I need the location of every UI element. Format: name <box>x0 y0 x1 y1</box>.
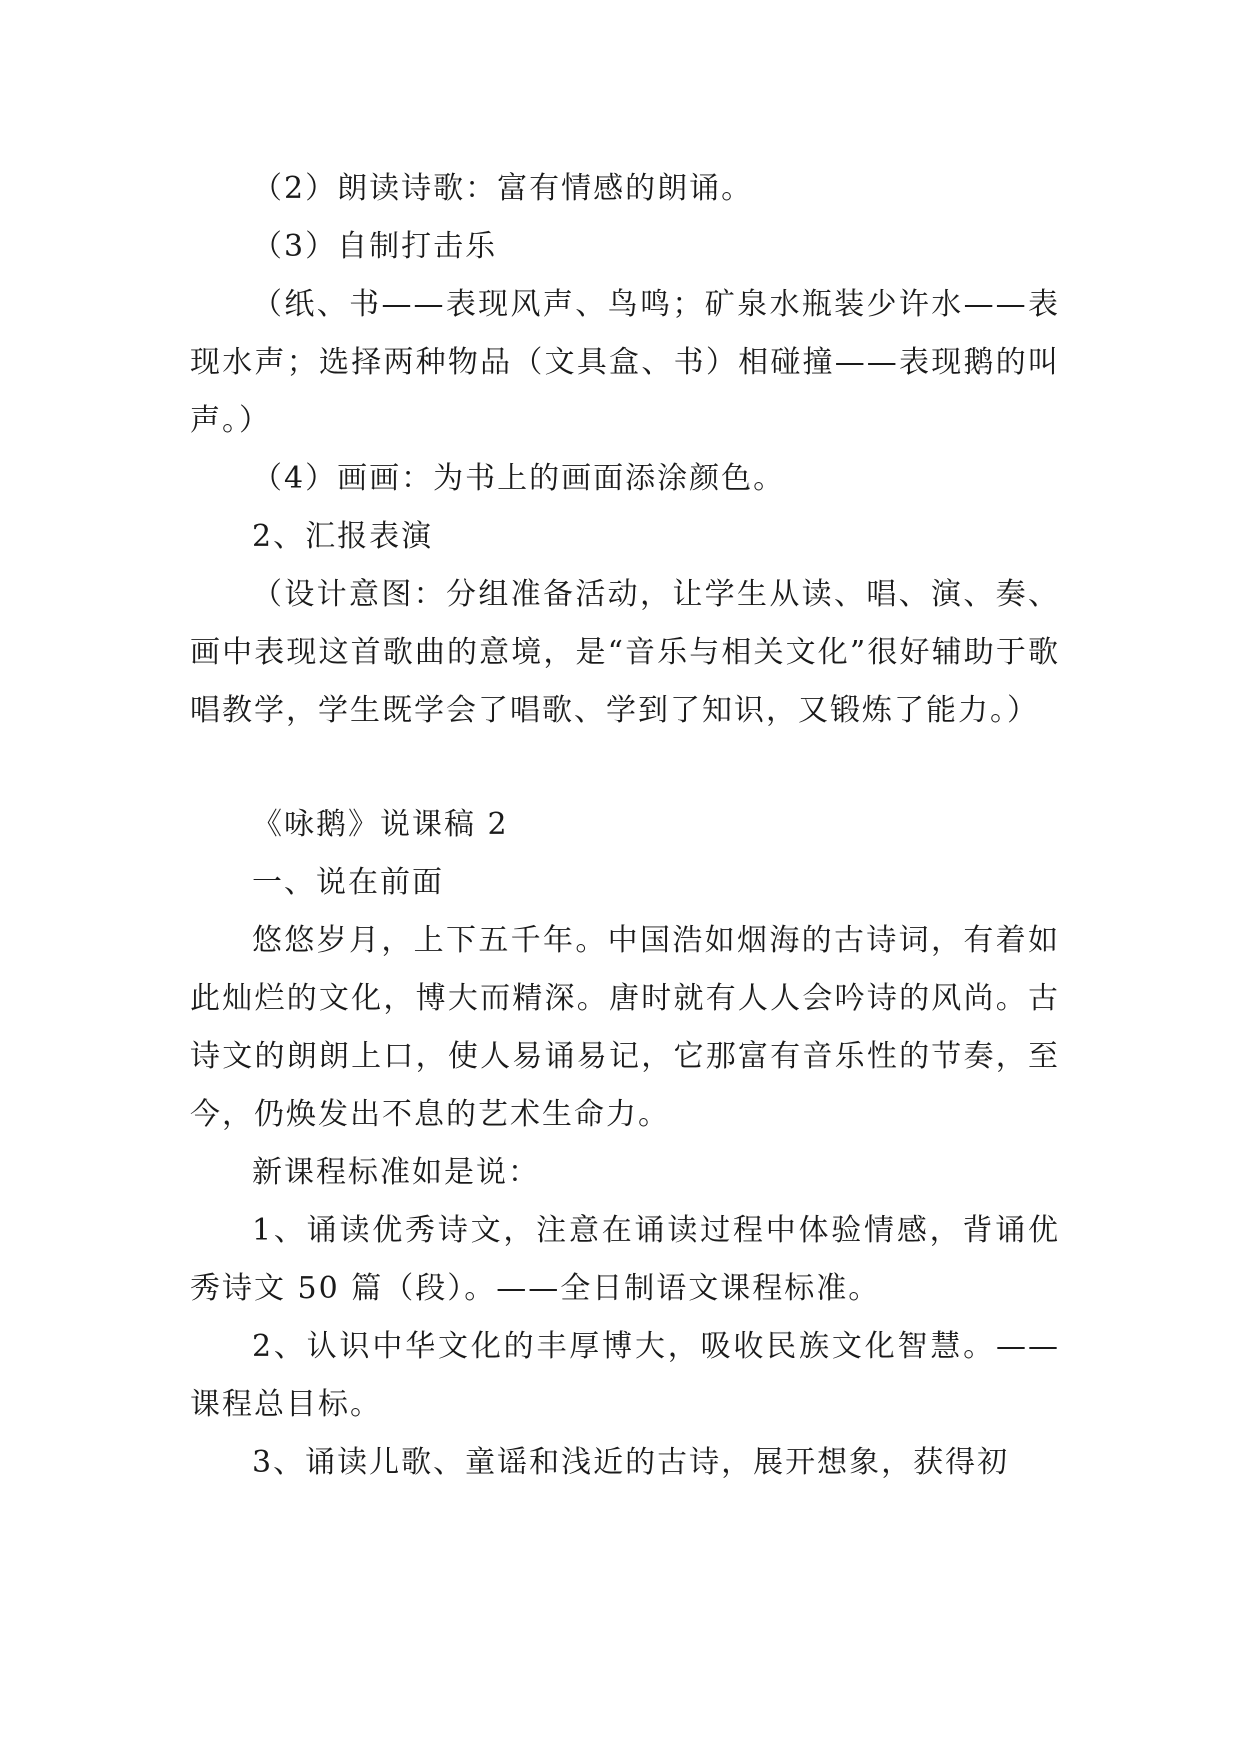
document-body <box>190 160 1060 1492</box>
section-spacer <box>190 740 1060 796</box>
paragraph-design-intent: （设计意图：分组准备活动，让学生从读、唱、演、奏、画中表现这首歌曲的意境，是“音乐与相关文化”很好辅助于歌唱教学，学生既学会了唱歌、学到了知识，又锻炼了能力。） <box>190 577 1060 728</box>
paragraph-recite-poem: （2）朗读诗歌：富有情感的朗诵。 <box>252 171 754 206</box>
heading-introduction: 一、说在前面 <box>252 865 444 900</box>
paragraph-standard-intro: 新课程标准如是说： <box>252 1155 540 1190</box>
paragraph-introduction: 悠悠岁月，上下五千年。中国浩如烟海的古诗词，有着如此灿烂的文化，博大而精深。唐时就有人人会吟诗的风尚。古诗文的朗朗上口，使人易诵易记，它那富有音乐性的节奏，至今，仍焕发出不息的艺术生命力。 <box>190 923 1060 1132</box>
paragraph-percussion-details: （纸、书——表现风声、鸟鸣；矿泉水瓶装少许水——表现水声；选择两种物品（文具盒、书）相碰撞——表现鹅的叫声。） <box>190 287 1060 438</box>
section-title: 《咏鹅》说课稿 2 <box>252 807 509 842</box>
paragraph-drawing: （4）画画：为书上的画面添涂颜色。 <box>252 461 786 496</box>
paragraph-percussion: （3）自制打击乐 <box>252 229 498 264</box>
list-item-standard-2: 2、认识中华文化的丰厚博大，吸收民族文化智慧。——课程总目标。 <box>190 1329 1060 1422</box>
list-item-standard-3: 3、诵读儿歌、童谣和浅近的古诗，展开想象，获得初 <box>252 1445 1010 1480</box>
paragraph-report-performance: 2、汇报表演 <box>252 519 434 554</box>
list-item-standard-1: 1、诵读优秀诗文，注意在诵读过程中体验情感，背诵优秀诗文 50 篇（段）。——全日制语文课程标准。 <box>190 1213 1060 1306</box>
